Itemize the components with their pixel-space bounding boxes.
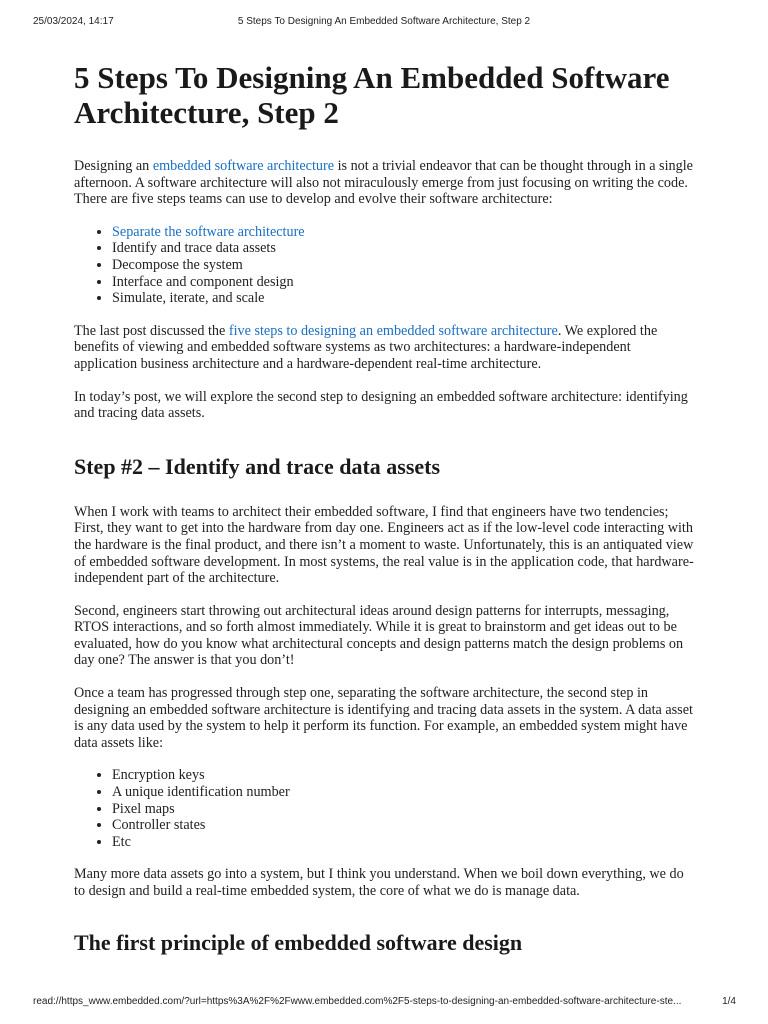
list-item: • Identify and trace data assets: [112, 240, 694, 257]
intro-text-after: is not a trivial endeavor that can be thought through in a single afternoon. A software architecture will also not miraculously emerge from just focusing on writing the code. There are five steps teams can use to develop and evolve their software architecture:: [74, 158, 693, 208]
print-header: [0, 16, 768, 30]
article-title: 5 Steps To Designing An Embedded Software Architecture, Step 2: [74, 60, 670, 130]
list-item: • Pixel maps: [112, 801, 694, 818]
last-post-text-before: The last post discussed the: [74, 322, 229, 339]
last-post-text-after: . We explored the benefits of viewing and embedded software systems as two architectures: a hardware-independent application business architecture and a hardware-dependent real-time architecture.: [74, 322, 658, 372]
list-item: • A unique identification number: [112, 784, 694, 801]
print-url: read://https_www.embedded.com/?url=https%3A%2F%2Fwww.embedded.com%2F5-steps-to-designing-an-embedded-software-architecture-ste...: [33, 996, 682, 1007]
intro-paragraph: [74, 158, 694, 208]
step-1-link[interactable]: Separate the software architecture: [112, 223, 305, 240]
data-assets-list: [74, 767, 694, 850]
list-item: • Interface and component design: [112, 274, 694, 291]
article: [74, 60, 694, 980]
list-item: • Encryption keys: [112, 767, 694, 784]
step2-paragraph: Second, engineers start throwing out architectural ideas around design patterns for interrupts, messaging, RTOS interactions, and so forth almost immediately. While it is great to brainstorm and get ideas out to be evaluated, how do you know what architectural concepts and design patterns match the design problems on day one? The answer is that you don’t!: [74, 602, 684, 669]
closing-paragraph: Many more data assets go into a system, but I think you understand. When we boil down everything, we do to design and build a real-time embedded system, the core of what we do is manage data.: [74, 866, 684, 899]
list-item: • Decompose the system: [112, 257, 694, 274]
steps-list: [74, 224, 694, 307]
list-item[interactable]: [112, 224, 694, 241]
list-item: • Simulate, iterate, and scale: [112, 290, 694, 307]
page-number: 1/4: [722, 996, 736, 1007]
five-steps-link[interactable]: five steps to designing an embedded software architecture: [228, 322, 558, 339]
list-item: • Controller states: [112, 817, 694, 834]
intro-text-before: Designing an: [74, 158, 153, 174]
last-post-paragraph: [74, 323, 694, 373]
todays-post-paragraph: In today’s post, we will explore the second step to designing an embedded software architecture: identifying and tracing data assets.: [74, 388, 688, 422]
embedded-software-architecture-link[interactable]: embedded software architecture: [152, 158, 335, 174]
list-item: • Etc: [112, 834, 694, 851]
step2-paragraph: When I work with teams to architect their embedded software, I find that engineers have two tendencies; First, they want to get into the hardware from day one. Engineers act as if the low-level code interacting with the hardware is the final product, and there isn’t a moment to waste. Unfortunately, this is an antiquated view of embedded software development. In most systems, the real value is in the application code, that hardware-independent part of the architecture.: [74, 503, 694, 587]
print-page-title: 5 Steps To Designing An Embedded Software Architecture, Step 2: [237, 16, 531, 27]
step2-paragraph: Once a team has progressed through step one, separating the software architecture, the second step in designing an embedded software architecture is identifying and tracing data assets in the system. A data asset is any data used by the system to help it perform its function. For example, an embedded system might have data assets like:: [74, 685, 693, 751]
print-footer: [0, 996, 768, 1010]
print-date: 25/03/2024, 14:17: [33, 16, 114, 27]
step2-heading: Step #2 – Identify and trace data assets: [74, 453, 441, 479]
next-section-heading: The first principle of embedded software design: [74, 929, 523, 955]
